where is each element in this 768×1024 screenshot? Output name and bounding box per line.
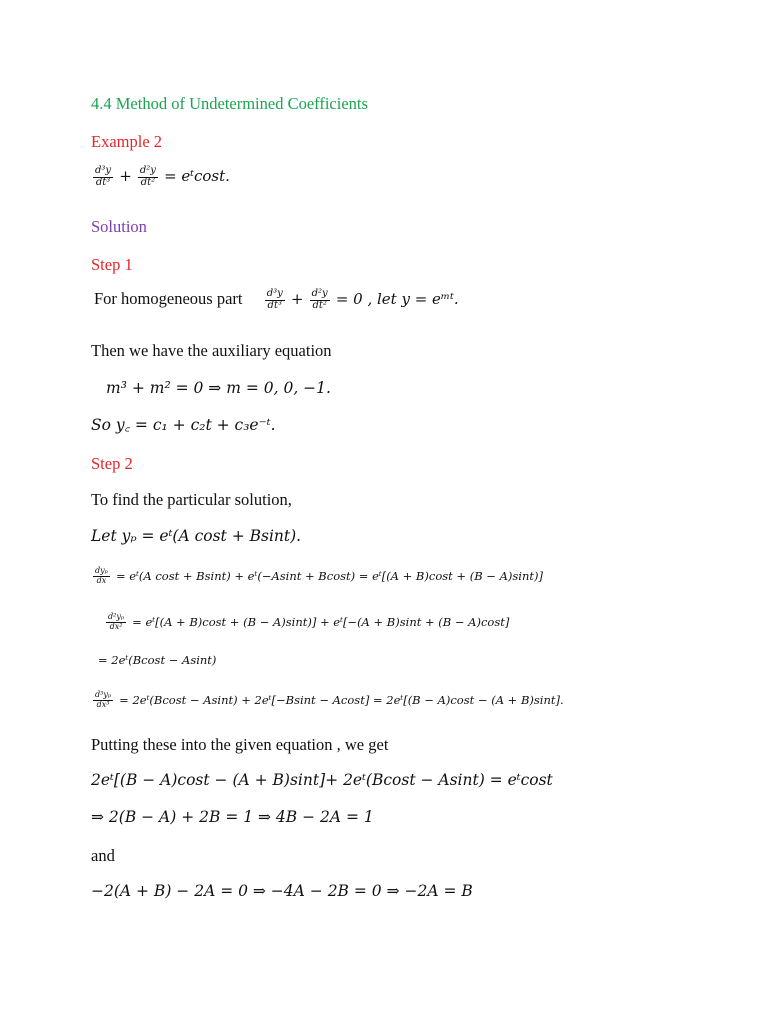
- implies-equation-1: ⇒ 2(B − A) + 2B = 1 ⇒ 4B − 2A = 1: [91, 808, 374, 826]
- third-derivative-rhs: = 2eᵗ(Bcost − Asint) + 2eᵗ[−Bsint − Acost] = 2eᵗ[(B − A)cost − (A + B)sint].: [119, 693, 564, 707]
- homogeneous-part-line: [94, 289, 459, 311]
- plus-sign: +: [119, 167, 132, 185]
- example-label: Example 2: [91, 132, 163, 151]
- particular-intro: To find the particular solution,: [91, 490, 292, 509]
- homogeneous-rest: = 0 , let y = eᵐᵗ.: [335, 290, 459, 308]
- and-text: and: [91, 846, 115, 865]
- second-derivative: [104, 611, 509, 631]
- complementary-solution: So y꜀ = c₁ + c₂t + c₃e⁻ᵗ.: [91, 416, 276, 434]
- combined-equation: 2eᵗ[(B − A)cost − (A + B)sint]+ 2eᵗ(Bcost − Asint) = eᵗcost: [91, 771, 553, 789]
- solution-label: Solution: [91, 217, 147, 236]
- homogeneous-text: For homogeneous part: [94, 289, 243, 308]
- first-derivative-rhs: = eᵗ(A cost + Bsint) + eᵗ(−Asint + Bcost) = eᵗ[(A + B)cost + (B − A)sint)]: [115, 569, 543, 583]
- step2-label: Step 2: [91, 454, 133, 473]
- putting-text: Putting these into the given equation , we get: [91, 735, 389, 754]
- equation-rhs: = eᵗcost.: [164, 167, 230, 185]
- second-derivative-simplified: = 2eᵗ(Bcost − Asint): [98, 653, 217, 667]
- implies-equation-2: −2(A + B) − 2A = 0 ⇒ −4A − 2B = 0 ⇒ −2A = B: [91, 882, 473, 900]
- section-title: 4.4 Method of Undetermined Coefficients: [91, 94, 368, 113]
- second-derivative-rhs: = eᵗ[(A + B)cost + (B − A)sint)] + eᵗ[−(A + B)sint + (B − A)cost]: [132, 615, 510, 629]
- fraction-dyp-dx: $\frac{\text{dyₚ}}{dx}$: [95, 566, 108, 585]
- first-derivative: [91, 565, 543, 585]
- fraction-d2y-dt2-homog: $\frac{\text{d²y}}{\text{dt²}}$: [311, 288, 328, 311]
- third-derivative: [91, 689, 564, 709]
- fraction-d3yp-dx3: $\frac{\text{d³yₚ}}{\text{dx³}}$: [95, 690, 112, 709]
- fraction-d3y-dt3-homog: $\frac{\text{d³y}}{\text{dt³}}$: [266, 288, 283, 311]
- let-yp: Let yₚ = eᵗ(A cost + Bsint).: [91, 527, 302, 545]
- given-equation: [91, 166, 230, 188]
- auxiliary-equation: m³ + m² = 0 ⇒ m = 0, 0, −1.: [106, 379, 331, 397]
- fraction-d2yp-dx2: $\frac{\text{d²yₚ}}{\text{dx²}}$: [108, 612, 125, 631]
- step1-label: Step 1: [91, 255, 133, 274]
- auxiliary-intro: Then we have the auxiliary equation: [91, 341, 332, 360]
- fraction-d3y-dt3: $\frac{\text{d³y}}{\text{dt³}}$: [95, 165, 112, 188]
- plus-sign: +: [290, 290, 304, 308]
- fraction-d2y-dt2: $\frac{\text{d²y}}{\text{dt²}}$: [139, 165, 156, 188]
